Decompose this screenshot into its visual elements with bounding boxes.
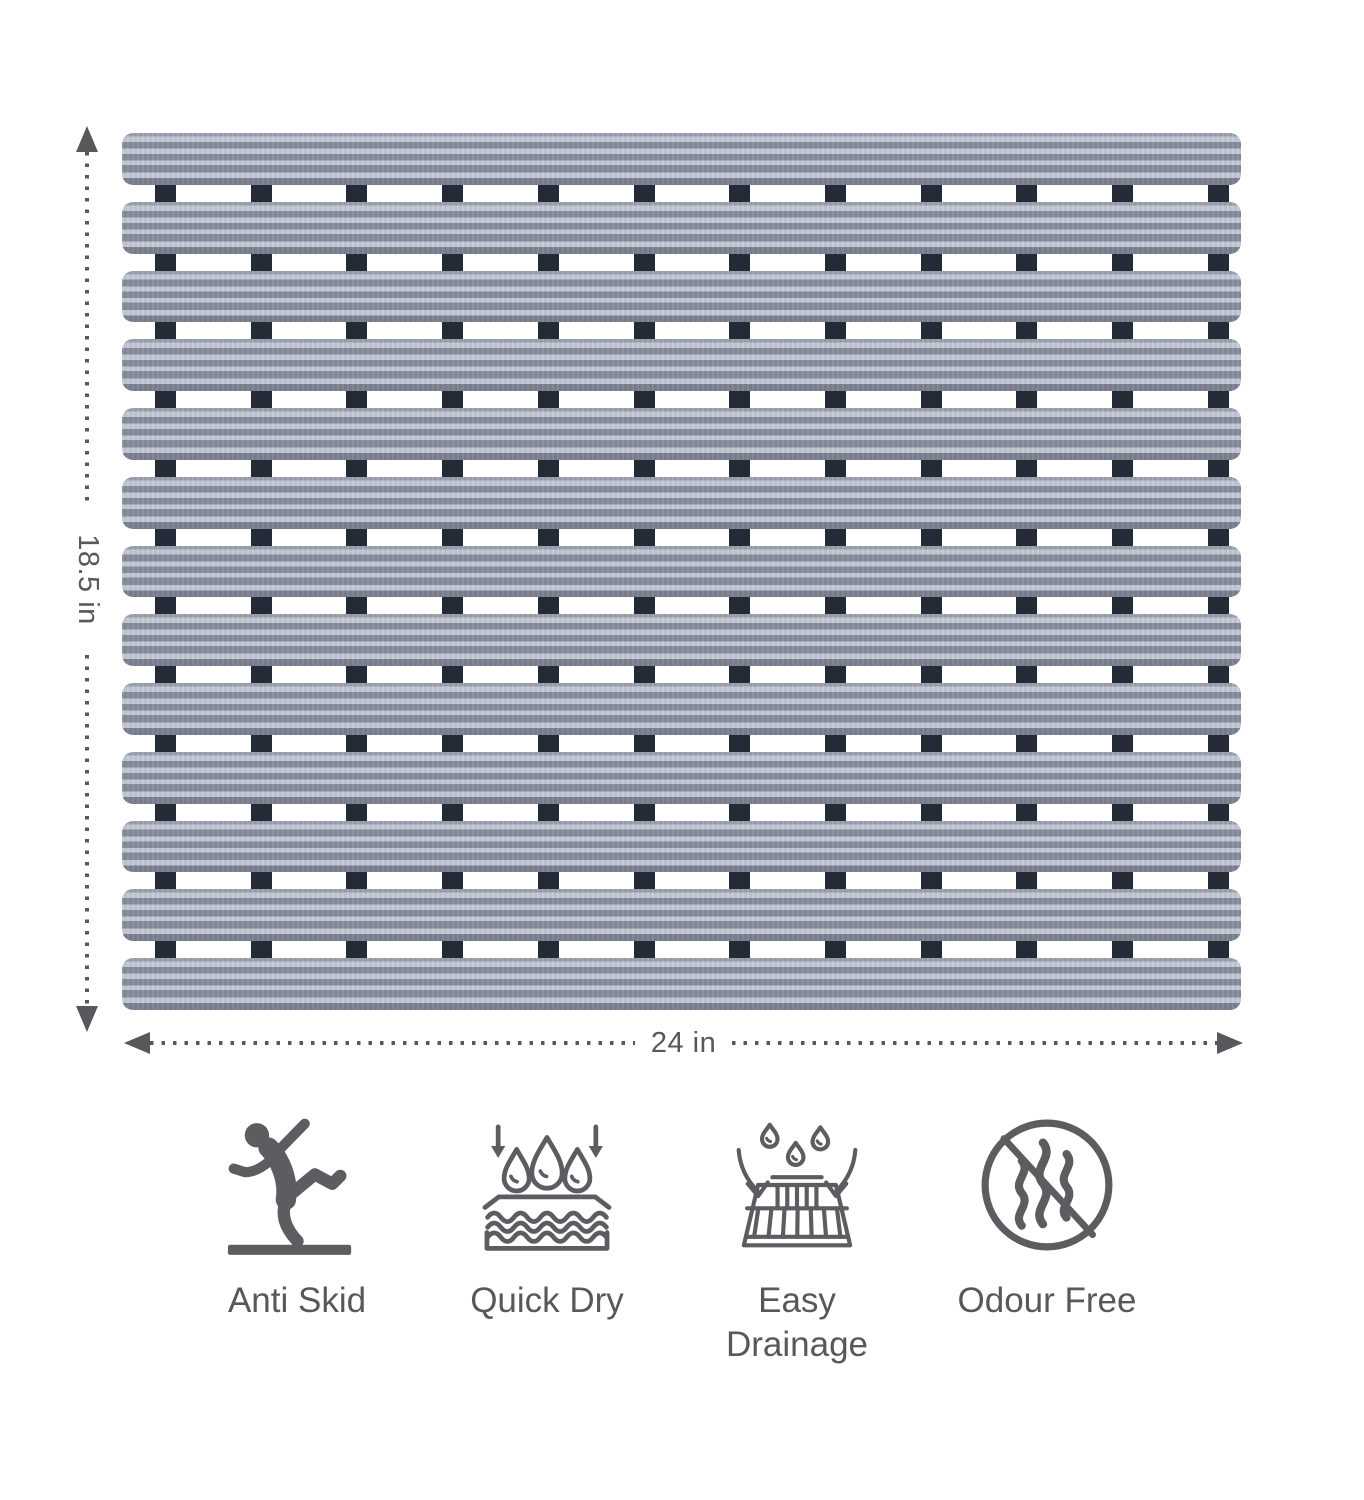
arrow-left-icon xyxy=(124,1032,150,1054)
mat-connector xyxy=(729,872,750,889)
arrow-down-icon xyxy=(76,1006,98,1032)
mat-slat xyxy=(122,133,1241,185)
mat-connector xyxy=(538,804,559,821)
mat-connector xyxy=(155,322,176,339)
mat-connector xyxy=(155,391,176,408)
mat-connector xyxy=(921,666,942,683)
arrow-up-icon xyxy=(76,126,98,152)
mat-slat xyxy=(122,889,1241,941)
mat-connector xyxy=(634,254,655,271)
horizontal-dotted-line-right xyxy=(732,1041,1217,1045)
feature-anti-skid xyxy=(172,1103,422,1367)
mat-gap-row xyxy=(122,872,1241,889)
mat-slat xyxy=(122,271,1241,323)
mat-connector xyxy=(346,529,367,546)
mat-connector xyxy=(634,529,655,546)
mat-connector xyxy=(251,391,272,408)
mat-connector xyxy=(729,735,750,752)
mat-connector xyxy=(1016,460,1037,477)
mat-connector xyxy=(729,804,750,821)
mat-connector xyxy=(538,460,559,477)
mat-connector xyxy=(1208,185,1229,202)
mat-connector xyxy=(442,735,463,752)
mat-connector xyxy=(1208,254,1229,271)
mat-connector xyxy=(251,322,272,339)
height-dimension xyxy=(71,126,103,1032)
mat-connector xyxy=(251,735,272,752)
mat-connector xyxy=(729,529,750,546)
mat-connector xyxy=(921,322,942,339)
mat-connector xyxy=(442,529,463,546)
mat-connector xyxy=(346,597,367,614)
mat-connector xyxy=(825,254,846,271)
mat-connector xyxy=(1112,941,1133,958)
mat-connector xyxy=(346,254,367,271)
mat-connector xyxy=(346,735,367,752)
mat-connector xyxy=(251,804,272,821)
mat-connector xyxy=(155,804,176,821)
mat-connector xyxy=(921,529,942,546)
mat-slat xyxy=(122,821,1241,873)
mat-slat xyxy=(122,202,1241,254)
mat-connector xyxy=(1112,254,1133,271)
mat-connector xyxy=(155,529,176,546)
mat-connector xyxy=(825,872,846,889)
mat-connector xyxy=(1112,322,1133,339)
mat-connector xyxy=(1016,666,1037,683)
mat-connector xyxy=(538,254,559,271)
mat-connector xyxy=(346,322,367,339)
mat-connector xyxy=(442,666,463,683)
mat-connector xyxy=(634,941,655,958)
mat-connector xyxy=(729,391,750,408)
mat-connector xyxy=(1208,735,1229,752)
mat-gap-row xyxy=(122,666,1241,683)
mat-connector xyxy=(1208,804,1229,821)
mat-connector xyxy=(729,254,750,271)
arrow-right-icon xyxy=(1217,1032,1243,1054)
mat-connector xyxy=(921,254,942,271)
mat-connector xyxy=(1112,735,1133,752)
mat-connector xyxy=(1208,529,1229,546)
mat-connector xyxy=(1112,597,1133,614)
horizontal-dotted-line-left xyxy=(150,1041,635,1045)
mat-connector xyxy=(1112,529,1133,546)
mat-connector xyxy=(729,185,750,202)
height-dimension-label: 18.5 in xyxy=(71,533,104,625)
mat-connector xyxy=(538,666,559,683)
mat-slat xyxy=(122,408,1241,460)
mat-connector xyxy=(346,185,367,202)
mat-connector xyxy=(825,597,846,614)
mat-connector xyxy=(921,460,942,477)
mat-connector xyxy=(1208,460,1229,477)
mat-connector xyxy=(442,804,463,821)
mat-connector xyxy=(251,254,272,271)
feature-easy-drainage xyxy=(672,1103,922,1367)
mat-connector xyxy=(634,391,655,408)
mat-connector xyxy=(538,872,559,889)
width-dimension xyxy=(124,1028,1243,1058)
mat-connector xyxy=(1016,254,1037,271)
mat-connector xyxy=(729,597,750,614)
mat-gap-row xyxy=(122,941,1241,958)
mat-connector xyxy=(346,804,367,821)
mat-slat xyxy=(122,339,1241,391)
feature-quick-dry xyxy=(422,1103,672,1367)
mat-connector xyxy=(1112,391,1133,408)
mat-connector xyxy=(1016,391,1037,408)
feature-label: Quick Dry xyxy=(470,1281,624,1320)
mat-connector xyxy=(155,735,176,752)
bath-mat xyxy=(122,133,1241,1010)
mat-gap-row xyxy=(122,804,1241,821)
mat-connector xyxy=(921,391,942,408)
mat-connector xyxy=(346,666,367,683)
mat-connector xyxy=(634,804,655,821)
mat-connector xyxy=(825,666,846,683)
feature-label: Easy Drainage xyxy=(725,1281,869,1365)
mat-connector xyxy=(921,735,942,752)
mat-connector xyxy=(825,185,846,202)
vertical-dotted-line-top xyxy=(85,152,89,503)
mat-connector xyxy=(442,185,463,202)
height-label-box xyxy=(42,503,133,655)
mat-connector xyxy=(921,872,942,889)
quick-dry-icon xyxy=(481,1103,613,1255)
vertical-dotted-line-bottom xyxy=(85,655,89,1006)
mat-gap-row xyxy=(122,460,1241,477)
mat-gap-row xyxy=(122,597,1241,614)
easy-drainage-icon xyxy=(732,1103,862,1255)
mat-connector xyxy=(1208,941,1229,958)
mat-connector xyxy=(251,185,272,202)
mat-connector xyxy=(1016,872,1037,889)
feature-odour-free xyxy=(922,1103,1172,1367)
mat-gap-row xyxy=(122,529,1241,546)
mat-connector xyxy=(825,735,846,752)
mat-gap-row xyxy=(122,391,1241,408)
mat-slat xyxy=(122,958,1241,1010)
mat-connector xyxy=(442,391,463,408)
mat-connector xyxy=(1016,941,1037,958)
mat-connector xyxy=(921,804,942,821)
mat-connector xyxy=(1112,804,1133,821)
mat-connector xyxy=(729,941,750,958)
mat-connector xyxy=(442,941,463,958)
mat-slat xyxy=(122,683,1241,735)
mat-connector xyxy=(442,872,463,889)
mat-connector xyxy=(825,460,846,477)
width-dimension-label: 24 in xyxy=(650,1026,717,1059)
mat-connector xyxy=(1016,322,1037,339)
mat-connector xyxy=(1208,391,1229,408)
mat-connector xyxy=(1112,460,1133,477)
mat-slat xyxy=(122,752,1241,804)
mat-connector xyxy=(538,941,559,958)
mat-connector xyxy=(155,666,176,683)
mat-connector xyxy=(155,941,176,958)
mat-connector xyxy=(155,254,176,271)
mat-connector xyxy=(634,597,655,614)
mat-connector xyxy=(634,460,655,477)
mat-connector xyxy=(538,597,559,614)
mat-connector xyxy=(155,597,176,614)
feature-list xyxy=(172,1103,1172,1367)
mat-connector xyxy=(442,254,463,271)
mat-connector xyxy=(1016,185,1037,202)
mat-connector xyxy=(346,460,367,477)
mat-connector xyxy=(538,322,559,339)
mat-connector xyxy=(346,391,367,408)
mat-gap-row xyxy=(122,735,1241,752)
mat-connector xyxy=(251,597,272,614)
mat-connector xyxy=(1112,185,1133,202)
mat-connector xyxy=(825,391,846,408)
mat-connector xyxy=(251,529,272,546)
mat-connector xyxy=(1208,597,1229,614)
mat-connector xyxy=(634,666,655,683)
mat-connector xyxy=(442,322,463,339)
mat-connector xyxy=(634,322,655,339)
mat-connector xyxy=(346,941,367,958)
mat-connector xyxy=(538,735,559,752)
mat-connector xyxy=(921,941,942,958)
mat-connector xyxy=(538,185,559,202)
mat-connector xyxy=(825,529,846,546)
mat-connector xyxy=(825,322,846,339)
mat-connector xyxy=(1208,666,1229,683)
mat-connector xyxy=(1112,872,1133,889)
odour-free-icon xyxy=(977,1103,1117,1255)
feature-label: Anti Skid xyxy=(227,1281,367,1320)
mat-connector xyxy=(1112,666,1133,683)
mat-connector xyxy=(1016,804,1037,821)
mat-connector xyxy=(251,872,272,889)
mat-connector xyxy=(538,529,559,546)
mat-connector xyxy=(538,391,559,408)
mat-connector xyxy=(1208,872,1229,889)
mat-connector xyxy=(251,941,272,958)
mat-connector xyxy=(155,460,176,477)
mat-connector xyxy=(155,185,176,202)
mat-connector xyxy=(729,666,750,683)
mat-connector xyxy=(1208,322,1229,339)
feature-label: Odour Free xyxy=(957,1281,1137,1320)
mat-connector xyxy=(1016,597,1037,614)
mat-gap-row xyxy=(122,185,1241,202)
mat-connector xyxy=(251,666,272,683)
mat-connector xyxy=(1016,735,1037,752)
mat-connector xyxy=(634,735,655,752)
mat-connector xyxy=(825,804,846,821)
mat-slat xyxy=(122,477,1241,529)
mat-connector xyxy=(729,460,750,477)
mat-connector xyxy=(921,185,942,202)
mat-connector xyxy=(825,941,846,958)
mat-gap-row xyxy=(122,322,1241,339)
mat-connector xyxy=(1016,529,1037,546)
mat-connector xyxy=(634,185,655,202)
mat-connector xyxy=(729,322,750,339)
mat-slat xyxy=(122,614,1241,666)
mat-connector xyxy=(155,872,176,889)
mat-connector xyxy=(921,597,942,614)
mat-connector xyxy=(442,460,463,477)
mat-connector xyxy=(442,597,463,614)
anti-skid-icon xyxy=(225,1103,370,1255)
mat-connector xyxy=(346,872,367,889)
mat-gap-row xyxy=(122,254,1241,271)
mat-connector xyxy=(251,460,272,477)
mat-connector xyxy=(634,872,655,889)
mat-slat xyxy=(122,546,1241,598)
